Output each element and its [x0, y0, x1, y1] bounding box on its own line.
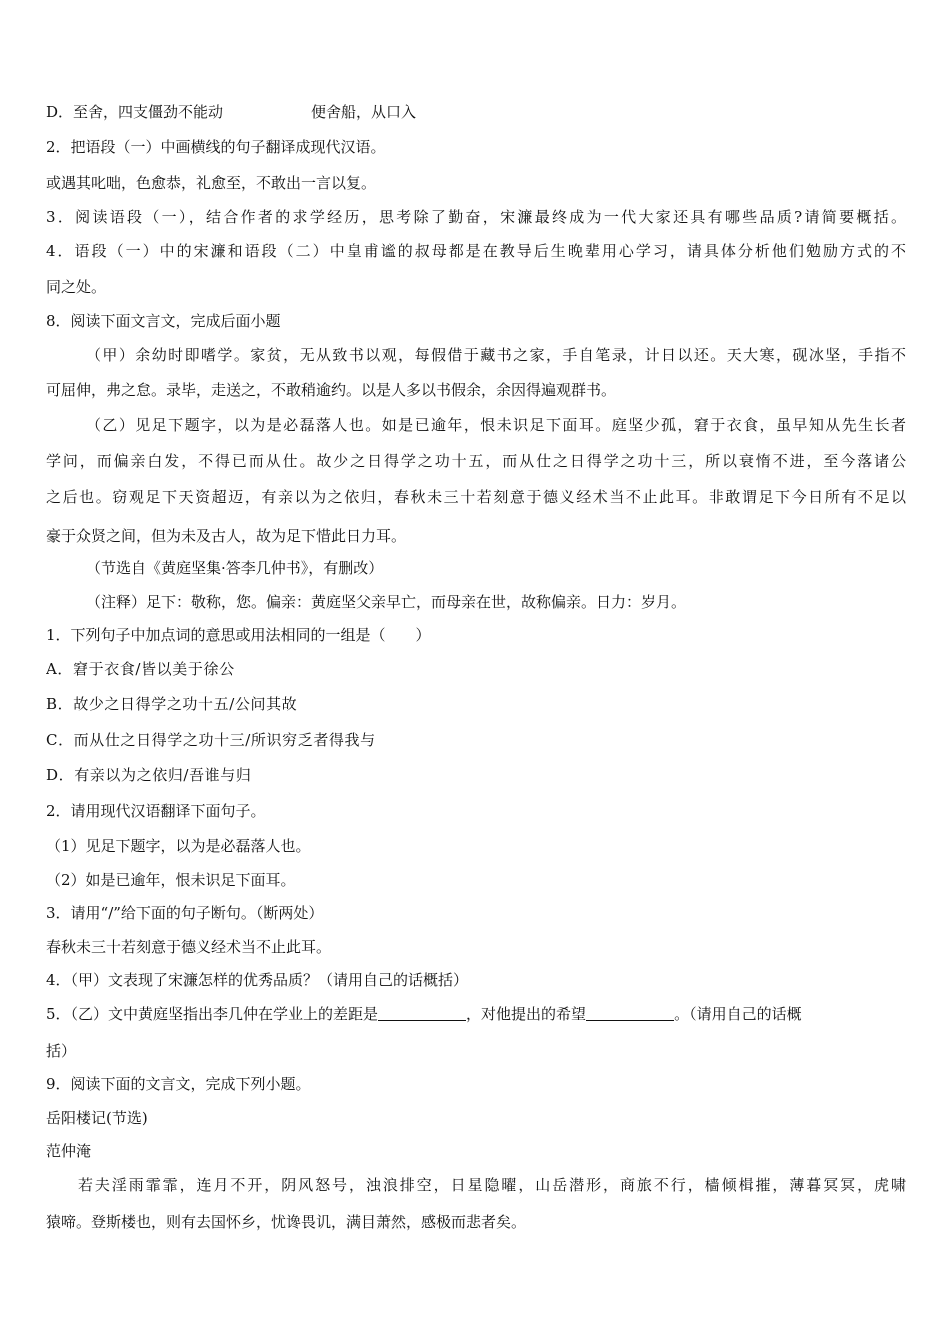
question-4-continued: 同之处。	[46, 278, 107, 296]
passage-source: （节选自《黄庭坚集·答李几仲书》，有删改）	[86, 559, 384, 577]
question-1-heading: 1．下列句子中加点词的意思或用法相同的一组是（ ）	[46, 626, 431, 644]
section-8-heading: 8．阅读下面文言文，完成后面小题	[46, 312, 281, 330]
question-5-text-1: 5．（乙）文中黄庭坚指出李几仲在学业上的差距是	[46, 1005, 379, 1023]
choice-b: B．故少之日得学之功十五/公问其故	[46, 695, 298, 713]
answer-blank-1[interactable]	[378, 1006, 466, 1021]
question-3-qualities: 3．阅读语段（一），结合作者的求学经历，思考除了勤奋，宋濂最终成为一代大家还具有哪些品质?请简要概括。	[46, 208, 906, 226]
translate-item-2: （2）如是已逾年，恨未识足下面耳。	[46, 871, 296, 889]
answer-blank-2[interactable]	[586, 1006, 674, 1021]
passage-jia-line-1: （甲）余幼时即嗜学。家贫，无从致书以观，每假借于藏书之家，手自笔录，计日以还。天大寒，砚冰坚，手指不	[86, 346, 906, 364]
passage-yi-line-3: 之后也。窃观足下天资超迈，有亲以为之依归，春秋未三十若刻意于德义经术当不止此耳。非敢谓足下今日所有不足以	[46, 488, 906, 506]
question-5-line	[46, 1004, 906, 1024]
translate-item-1: （1）见足下题字，以为是必磊落人也。	[46, 837, 311, 855]
question-2-heading: 2．请用现代汉语翻译下面句子。	[46, 802, 266, 820]
passage-title: 岳阳楼记(节选)	[46, 1109, 148, 1127]
sentence-to-translate: 或遇其叱咄，色愈恭，礼愈至，不敢出一言以复。	[46, 174, 377, 192]
section-9-heading: 9．阅读下面的文言文，完成下列小题。	[46, 1075, 311, 1093]
passage-yi-line-1: （乙）见足下题字，以为是必磊落人也。如是已逾年，恨未识足下面耳。庭坚少孤，窘于衣食，虽早知从先生长者	[86, 416, 906, 434]
question-4-heading: 4．（甲）文表现了宋濂怎样的优秀品质？（请用自己的话概括）	[46, 971, 469, 989]
question-5-text-3: 。（请用自己的话概	[674, 1005, 802, 1023]
passage-line-1: 若夫淫雨霏霏，连月不开，阴风怒号，浊浪排空，日星隐曜，山岳潜形，商旅不行，樯倾楫摧，薄暮冥冥，虎啸	[78, 1176, 906, 1194]
passage-yi-line-4: 豪于众贤之间，但为未及古人，故为足下惜此日力耳。	[46, 527, 407, 545]
passage-notes: （注释）足下：敬称，您。偏亲：黄庭坚父亲早亡，而母亲在世，故称偏亲。日力：岁月。	[86, 593, 687, 611]
option-d-line	[46, 102, 906, 122]
option-d-text: D．至舍，四支僵劲不能动	[46, 103, 224, 121]
choice-c: C．而从仕之日得学之功十三/所识穷乏者得我与	[46, 731, 376, 749]
passage-jia-line-2: 可屈伸，弗之怠。录毕，走送之，不敢稍逾约。以是人多以书假余，余因得遍观群书。	[46, 381, 617, 399]
question-4-compare: 4．语段（一）中的宋濂和语段（二）中皇甫谧的叔母都是在教导后生晚辈用心学习，请具体分析他们勉励方式的不	[46, 242, 906, 260]
question-2-translate: 2．把语段（一）中画横线的句子翻译成现代汉语。	[46, 138, 386, 156]
question-5-continued: 括）	[46, 1042, 77, 1060]
sentence-to-punctuate: 春秋未三十若刻意于德义经术当不止此耳。	[46, 938, 332, 956]
question-5-text-2: ，对他提出的希望	[466, 1005, 587, 1023]
choice-a: A．窘于衣食/皆以美于徐公	[46, 660, 235, 678]
passage-yi-line-2: 学问，而偏亲白发，不得已而从仕。故少之日得学之功十五，而从仕之日得学之功十三，所以衰惰不进，至今落诸公	[46, 452, 906, 470]
choice-d: D．有亲以为之依归/吾谁与归	[46, 766, 252, 784]
question-3-heading: 3．请用“/”给下面的句子断句。（断两处）	[46, 904, 324, 922]
option-d-text-2: 便舍船，从口入	[311, 103, 417, 121]
passage-line-2: 猿啼。登斯楼也，则有去国怀乡，忧谗畏讥，满目萧然，感极而悲者矣。	[46, 1213, 527, 1231]
passage-author: 范仲淹	[46, 1142, 92, 1160]
